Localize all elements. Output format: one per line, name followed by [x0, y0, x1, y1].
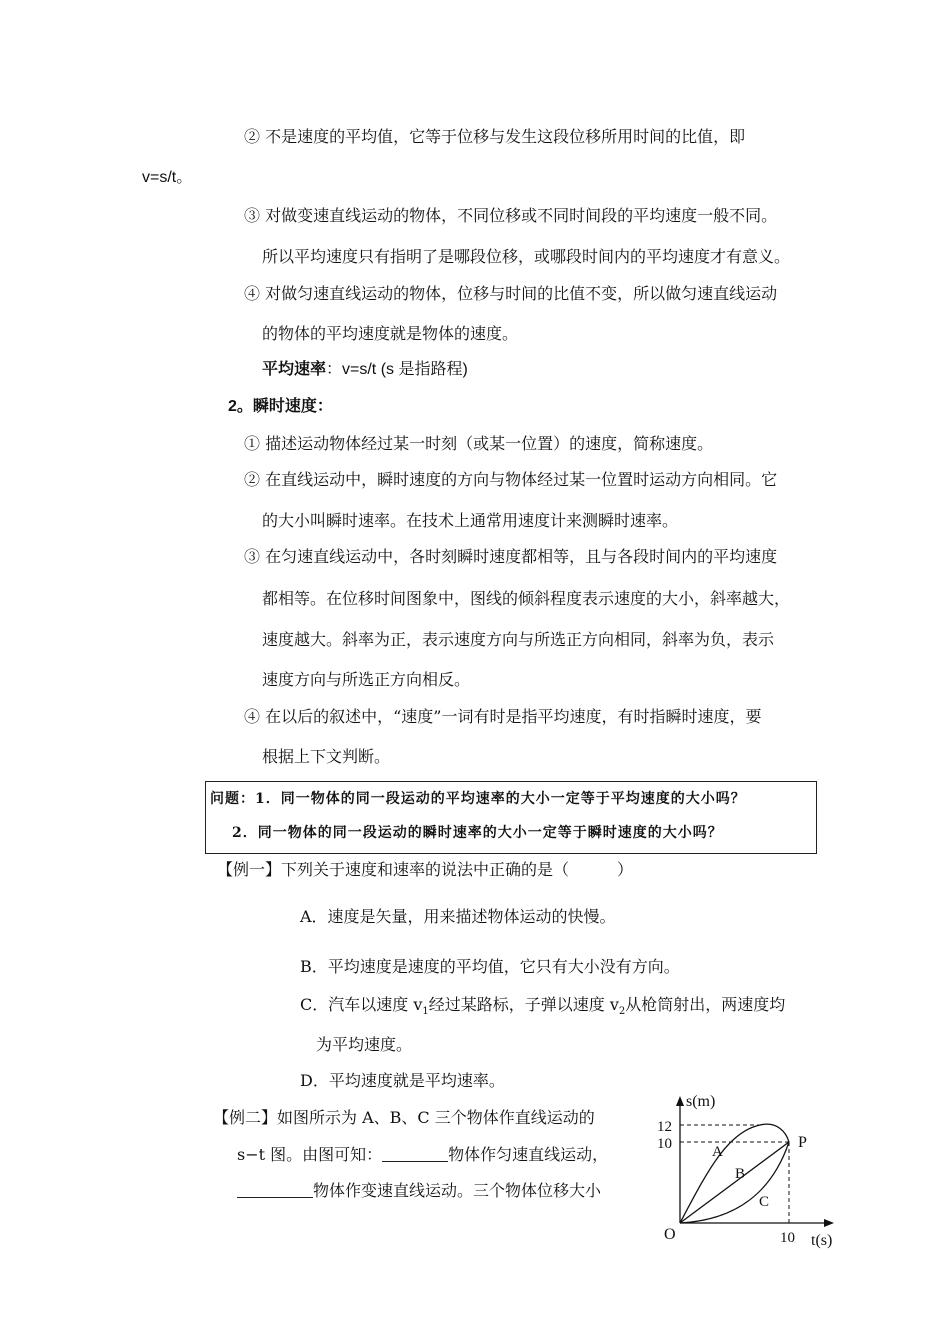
example2-line-3 — [237, 1181, 601, 1201]
instant-line-1: ① 描述运动物体经过某一时刻（或某一位置）的速度，简称速度。 — [244, 434, 714, 453]
example1-option-d: D．平均速度就是平均速率。 — [300, 1071, 505, 1090]
question-box — [205, 781, 817, 854]
origin-label: O — [664, 1226, 676, 1243]
instant-line-4: ③ 在匀速直线运动中，各时刻瞬时速度都相等，且与各段时间内的平均速度 — [244, 547, 778, 566]
text-line-1: ② 不是速度的平均值，它等于位移与发生这段位移所用时间的比值，即 — [244, 127, 746, 146]
average-rate-definition — [262, 360, 468, 380]
st-graph — [652, 1092, 852, 1257]
question-2: 2．同一物体的同一段运动的瞬时速率的大小一定等于瞬时速度的大小吗？ — [232, 825, 723, 841]
question-1: 问题：1．同一物体的同一段运动的平均速率的大小一定等于平均速度的大小吗？ — [210, 791, 746, 807]
text-line-3: ③ 对做变速直线运动的物体，不同位移或不同时间段的平均速度一般不同。 — [244, 206, 778, 225]
curve-c-label: C — [759, 1194, 770, 1210]
option-c-part3: 从枪筒射出，两速度均 — [625, 995, 786, 1014]
example2-line-2-end: 物体作匀速直线运动， — [448, 1145, 609, 1164]
point-p-label: P — [798, 1134, 807, 1151]
average-rate-label: 平均速率 — [262, 361, 327, 378]
curve-b-label: B — [735, 1166, 746, 1182]
curve-b — [680, 1142, 789, 1223]
x-axis-label: t(s) — [811, 1232, 833, 1249]
y-axis-label: s(m) — [686, 1093, 716, 1110]
option-c-sub1: 1 — [422, 1006, 429, 1018]
instant-line-5: 都相等。在位移时间图象中，图线的倾斜程度表示速度的大小，斜率越大， — [262, 589, 791, 608]
example1-stem: 【例一】下列关于速度和速率的说法中正确的是（ ） — [217, 860, 634, 879]
example2-line-3-end: 物体作变速直线运动。三个物体位移大小 — [313, 1181, 602, 1200]
option-c-part2: 经过某路标，子弹以速度 v — [428, 995, 619, 1014]
example1-option-b: B．平均速度是速度的平均值，它只有大小没有方向。 — [300, 957, 680, 976]
y-axis-arrow — [676, 1096, 684, 1106]
instant-line-7: 速度方向与所选正方向相反。 — [262, 670, 471, 689]
example1-option-a: A．速度是矢量，用来描述物体运动的快慢。 — [300, 907, 616, 926]
x-axis-arrow — [824, 1219, 834, 1227]
y-tick-12: 12 — [657, 1119, 672, 1135]
curve-a-label: A — [712, 1144, 723, 1160]
instant-line-9: 根据上下文判断。 — [262, 747, 391, 766]
example1-option-c — [300, 995, 785, 1022]
example1-option-c-cont: 为平均速度。 — [316, 1035, 413, 1054]
text-line-2: v=s/t。 — [142, 169, 193, 186]
example2-line-2-start: s−t 图。由图可知： — [237, 1145, 383, 1164]
option-c-sub2: 2 — [618, 1006, 626, 1018]
example2-line-2 — [237, 1145, 608, 1165]
instant-line-8: ④ 在以后的叙述中，“速度”一词有时是指平均速度，有时指瞬时速度，要 — [244, 707, 762, 726]
x-tick-10: 10 — [780, 1230, 795, 1246]
instant-line-2: ② 在直线运动中，瞬时速度的方向与物体经过某一位置时运动方向相同。它 — [244, 470, 778, 489]
y-tick-10: 10 — [657, 1136, 672, 1152]
example2-line-1: 【例二】如图所示为 A、B、C 三个物体作直线运动的 — [213, 1108, 595, 1127]
text-line-4: 所以平均速度只有指明了是哪段位移，或哪段时间内的平均速度才有意义。 — [262, 247, 791, 266]
instant-line-3: 的大小叫瞬时速率。在技术上通常用速度计来测瞬时速率。 — [262, 511, 679, 530]
option-c-part1: C．汽车以速度 v — [300, 995, 423, 1014]
answer-blank-uniform[interactable] — [382, 1145, 448, 1162]
answer-blank-variable[interactable] — [237, 1181, 313, 1198]
instant-line-6: 速度越大。斜率为正，表示速度方向与所选正方向相同，斜率为负，表示 — [262, 630, 775, 649]
average-rate-formula: ：v=s/t (s 是指路程) — [326, 361, 468, 378]
text-line-6: 的物体的平均速度就是物体的速度。 — [262, 324, 519, 343]
instant-velocity-heading: 2。瞬时速度： — [228, 398, 333, 415]
text-line-5: ④ 对做匀速直线运动的物体，位移与时间的比值不变，所以做匀速直线运动 — [244, 284, 778, 303]
